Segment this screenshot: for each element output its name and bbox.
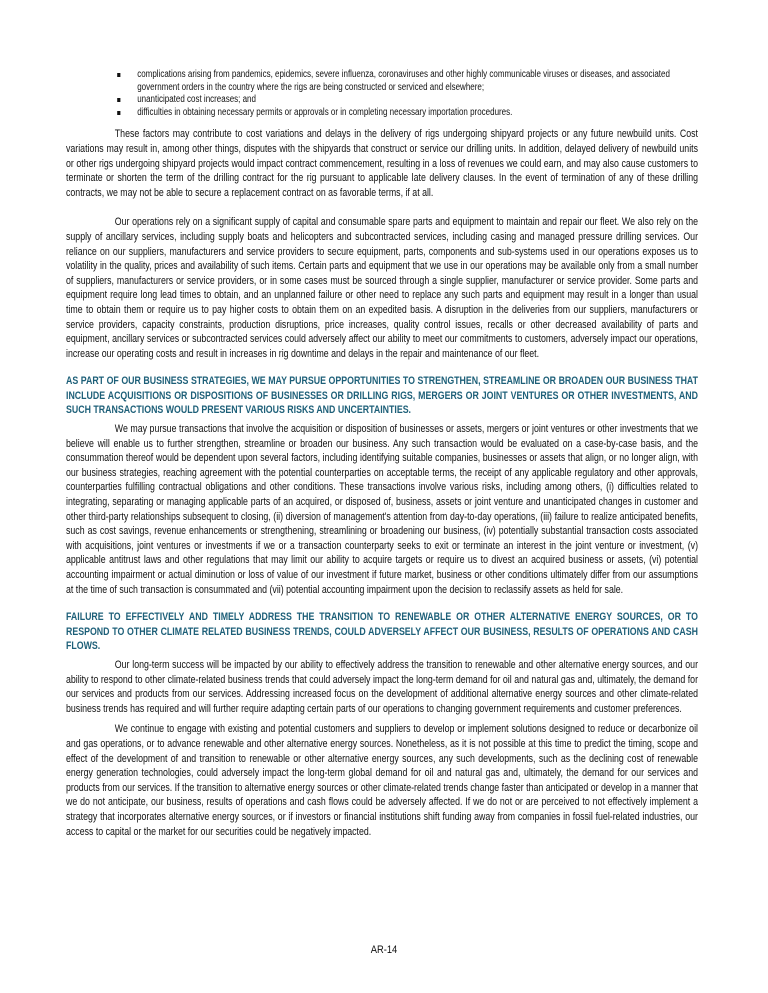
- page-number: AR-14: [370, 944, 398, 956]
- bullet-text: unanticipated cost increases; and: [137, 94, 256, 106]
- paragraph-supply-chain: Our operations rely on a significant supply of capital and consumable spare parts and equipment to maintain and repair our fleet. We also rely on the supply of ancillary services, including supply boats and helicopters and subcontracted services, including casing and managed pressure drilling services. Our reliance on our suppliers, manufacturers and service providers to secure equipment, parts, components and sub-systems used in our operations exposes us to volatility in the quality, prices and availability of such items. Certain parts and equipment that we use in our operations may be available only from a small number of suppliers, manufacturers or service providers, or in some cases must be sourced through a single supplier, manufacturer or service provider. Some parts and equipment require long lead times to obtain, and an unplanned failure or other need to replace any such parts and equipment may result in a longer than usual time to obtain them or require us to pay higher costs to obtain them on an expedited basis. A disruption in the deliveries from our suppliers, manufacturers or service providers, capacity constraints, production disruptions, price increases, quality control issues, recalls or other decreased availability of parts and equipment, ancillary services or subcontracted services could adversely affect our ability to meet our commitments to customers, adversely impact our operations, increase our operating costs and result in increases in rig downtime and delays in the repair and maintenance of our fleet.: [66, 216, 699, 360]
- paragraph-cost-variations: These factors may contribute to cost variations and delays in the delivery of rigs undergoing shipyard projects or any future newbuild units. Cost variations may result in, among other things, disputes with the shipyards that construct or service our drilling units. In addition, delayed delivery of newbuild units or other rigs undergoing shipyard projects would impact contract commencement, resulting in a loss of revenues we could earn, and may also cause customers to terminate or shorten the term of the drilling contract for the rig pursuant to applicable late delivery clauses. In the event of termination of any of these drilling contracts, we may not be able to secure a replacement contract on as favorable terms, if at all.: [66, 128, 699, 199]
- section-heading-energy-transition: FAILURE TO EFFECTIVELY AND TIMELY ADDRESS THE TRANSITION TO RENEWABLE OR OTHER ALTERNATIVE ENERGY SOURCES, OR TO RESPOND TO OTHER CLIMATE RELATED BUSINESS TRENDS, COULD ADVERSELY AFFECT OUR BUSINESS, RESULTS OF OPERATIONS AND CASH FLOWS.: [66, 611, 698, 653]
- square-bullet-icon: [117, 111, 120, 115]
- square-bullet-icon: [117, 73, 120, 77]
- bullet-text: difficulties in obtaining necessary permits or approvals or in completing necessary importation procedures.: [137, 106, 513, 118]
- bullet-item: [66, 107, 698, 120]
- section-heading-acquisitions: AS PART OF OUR BUSINESS STRATEGIES, WE MAY PURSUE OPPORTUNITIES TO STRENGTHEN, STREAMLINE OR BROADEN OUR BUSINESS THAT INCLUDE ACQUISITIONS OR DISPOSITIONS OF BUSINESSES OR DRILLING RIGS, MERGERS OR JOINT VENTURES OR OTHER INVESTMENTS, AND SUCH TRANSACTIONS WOULD PRESENT VARIOUS RISKS AND UNCERTAINTIES.: [66, 375, 698, 417]
- paragraph-transactions: We may pursue transactions that involve the acquisition or disposition of businesses or assets, mergers or joint ventures or other investments that we believe will enable us to further strengthen, streamline or broaden our business. Any such transaction would be evaluated on a case-by-case basis, and the consummation thereof would be dependent upon several factors, including identifying suitable companies, businesses or assets that align, or no longer align, with our business strategies, reaching agreement with the potential counterparties on acceptable terms, the receipt of any applicable regulatory and other approvals, counterparties fulfilling contractual obligations and other conditions. These transactions involve various risks, including among others, (i) difficulties related to integrating, separating or managing applicable parts of an acquired, or disposed of, business, assets or joint venture and unanticipated changes in customer and other third-party relationships subsequent to closing, (ii) diversion of management's attention from day-to-day operations, (iii) failure to realize anticipated benefits, such as cost savings, revenue enhancements or strengthening, streamlining or broadening our business, (iv) potentially substantial transaction costs associated with acquisitions, joint ventures or investments if we or a transaction counterparty seeks to exit or terminate an interest in the joint venture or investment, (v) applicable antitrust laws and other regulations that may limit our ability to acquire targets or require us to divest an acquired business or assets, (vi) potential accounting impairment or actual diminution or loss of value of our investment if future market, business or other conditions ultimately differ from our assumptions at the time of such transaction is consummated and (vii) potential accounting impairment upon the decision to reclassify assets as held for sale.: [66, 423, 699, 596]
- bullet-item: [66, 94, 698, 107]
- risk-bullet-list: [66, 69, 698, 119]
- square-bullet-icon: [117, 98, 120, 102]
- paragraph-decarbonize: We continue to engage with existing and potential customers and suppliers to develop or implement solutions designed to reduce or decarbonize oil and gas operations, or to advance renewable and other alternative energy sources. Nonetheless, as it is not possible at this time to predict the timing, scope and effect of the development of and transition to renewable or other alternative energy sources, any such developments, such as the declining cost of renewable energy generation technologies, could adversely impact the long-term global demand for oil and natural gas and, ultimately, the demand for our services and products from our services. If the transition to alternative energy sources or other climate-related trends change faster than anticipated or develop in a manner that we do not anticipate, our business, results of operations and cash flows could be adversely affected. If we do not or are perceived to not effectively implement a strategy that incorporates alternative energy sources, or if investors or financial institutions shift funding away from companies in fossil fuel-related industries, our access to capital or the market for our securities could be negatively impacted.: [66, 723, 699, 838]
- bullet-text: complications arising from pandemics, epidemics, severe influenza, coronaviruses and other highly communicable viruses or diseases, and associated government orders in the country where the rigs are being constructed or serviced and elsewhere;: [137, 69, 670, 93]
- document-page: [66, 0, 698, 839]
- paragraph-long-term-success: Our long-term success will be impacted by our ability to effectively address the transition to renewable and other alternative energy sources, and our ability to respond to other climate-related business trends that could adversely impact the long-term demand for oil and natural gas and, ultimately, the demand for our services and products from our services. Addressing increased focus on the development of additional alternative energy sources and other climate-related business trends has required and will further require adapting certain parts of our operations to changing government requirements and customer preferences.: [66, 658, 699, 715]
- bullet-item: [66, 69, 698, 94]
